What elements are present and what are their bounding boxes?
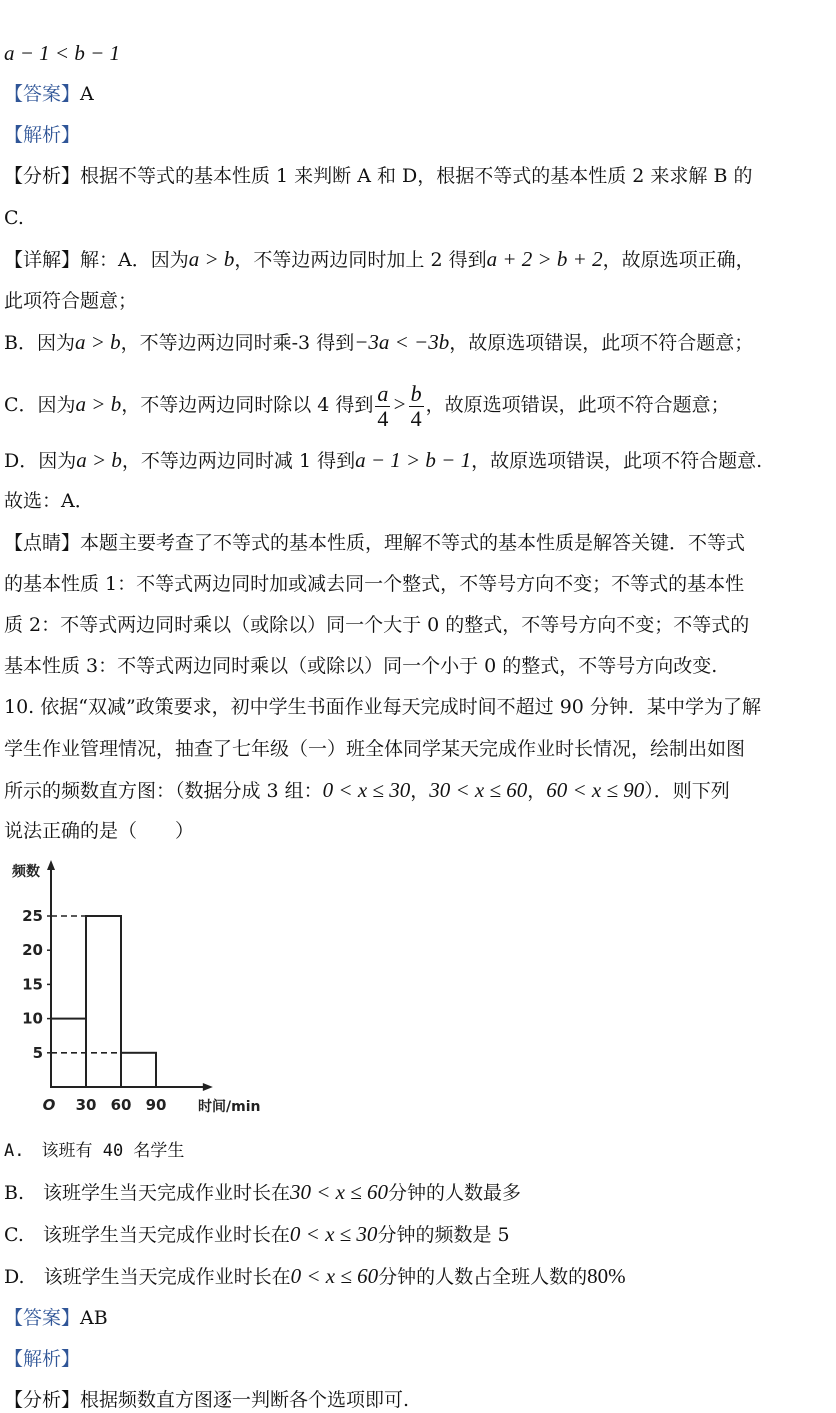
dianjing-3: 质 2：不等式两边同时乘以（或除以）同一个大于 0 的整式，不等号方向不变；不等式的 — [4, 614, 750, 636]
y-axis-arrow — [47, 860, 55, 870]
histogram-bar — [121, 1053, 156, 1087]
question-10-line-2: 学生作业管理情况，抽查了七年级（一）班全体同学某天完成作业时长情况，绘制出如图 — [4, 738, 746, 760]
detail-a-text-2: ，不等边两边同时加上 2 得到 — [234, 249, 487, 271]
fraction-numerator: a — [377, 380, 389, 406]
fraction-a-over-4 — [375, 382, 390, 431]
y-tick-label: 20 — [22, 941, 43, 960]
dianjing-label: 【点睛】 — [4, 532, 81, 554]
question-10-line-1: 10. 依据“双减”政策要求，初中学生书面作业每天完成时间不超过 90 分钟．某中学为了解 — [4, 696, 761, 718]
dianjing-text: 本题主要考查了不等式的基本性质，理解不等式的基本性质是解答关键．不等式 — [80, 532, 746, 554]
detail-d-math-2: a − 1 > b − 1 — [355, 448, 472, 472]
question-10-line-3 — [4, 777, 830, 804]
option-d-range: 0 < x ≤ 60 — [290, 1264, 379, 1288]
detail-c-text-1: C．因为 — [4, 394, 76, 416]
fenxi-text: 根据频数直方图逐一判断各个选项即可. — [80, 1389, 410, 1411]
q10-sep: ， — [410, 780, 430, 802]
greater-than-sign: > — [392, 392, 407, 416]
dianjing-1 — [4, 530, 830, 556]
prev-option-text: a − 1 < b − 1 — [4, 41, 121, 65]
x-tick-label: 30 — [75, 1096, 97, 1114]
detail-b-math-2: −3a < −3b — [354, 330, 450, 354]
dianjing-2: 的基本性质 1：不等式两边同时加或减去同一个整式，不等号方向不变；不等式的基本性 — [4, 573, 745, 595]
fraction-b-over-4 — [409, 382, 424, 431]
detail-b-text-3: ，故原选项错误，此项不符合题意； — [449, 332, 754, 354]
detail-b-text-2: ，不等边两边同时乘-3 得到 — [120, 332, 355, 354]
fenxi-label: 【分析】 — [4, 1389, 81, 1411]
option-c-text-2: 分钟的频数是 5 — [377, 1224, 510, 1246]
detail-a-math-1: a > b — [188, 247, 235, 271]
option-a-text: A. 该班有 40 名学生 — [4, 1141, 185, 1161]
answer-1 — [4, 81, 830, 107]
q10-text-b: ）．则下列 — [644, 780, 730, 802]
detail-b-text-1: B．因为 — [4, 332, 75, 354]
detail-b-math-1: a > b — [74, 330, 121, 354]
detail-b — [4, 329, 830, 356]
option-d[interactable] — [4, 1263, 830, 1290]
detail-a-cont: 此项符合题意； — [4, 290, 138, 312]
detail-a-text-1: 解：A．因为 — [80, 249, 189, 271]
detail-a-text-3: ，故原选项正确， — [602, 249, 755, 271]
option-d-text-2: 分钟的人数占全班人数的 — [378, 1266, 588, 1288]
detail-c-text-3: ，故原选项错误，此项不符合题意； — [425, 394, 730, 416]
detail-d-math-1: a > b — [76, 448, 122, 472]
detail-c — [4, 376, 830, 433]
x-tick-label: 90 — [145, 1096, 167, 1114]
option-c-range: 0 < x ≤ 30 — [289, 1222, 378, 1246]
q10-text-a: 所示的频数直方图：（数据分成 3 组： — [4, 780, 323, 802]
option-b-range: 30 < x ≤ 60 — [290, 1180, 389, 1204]
option-b[interactable] — [4, 1179, 830, 1206]
option-c[interactable] — [4, 1221, 830, 1248]
fenxi-1-cont: C. — [4, 207, 24, 229]
fraction-numerator: b — [410, 380, 422, 406]
fraction-denominator: 4 — [377, 405, 389, 431]
detail-d — [4, 447, 830, 474]
detail-d-text-2: ，不等边两边同时减 1 得到 — [121, 450, 356, 472]
y-axis-label: 频数 — [12, 864, 40, 880]
x-axis-label: 时间/min — [198, 1099, 261, 1115]
detail-d-text-1: D．因为 — [4, 450, 77, 472]
option-b-text-2: 分钟的人数最多 — [388, 1182, 522, 1204]
x-tick-label: 60 — [110, 1096, 132, 1114]
y-tick-label: 15 — [22, 975, 43, 994]
detail-a-math-2: a + 2 > b + 2 — [486, 247, 603, 271]
x-axis-arrow — [203, 1083, 213, 1091]
question-10-line-4: 说法正确的是（ ） — [4, 820, 195, 842]
fenxi-1 — [4, 163, 830, 189]
histogram-bar — [86, 916, 121, 1087]
q10-range-1: 0 < x ≤ 30 — [322, 778, 411, 802]
answer-value: A — [80, 83, 94, 105]
y-tick-label: 25 — [22, 907, 43, 925]
choose-answer: 故选：A． — [4, 490, 94, 512]
analysis-heading-2: 【解析】 — [4, 1348, 81, 1370]
option-a[interactable] — [4, 1137, 830, 1164]
option-d-text-1: D. 该班学生当天完成作业时长在 — [4, 1266, 291, 1288]
chart-marks — [22, 907, 166, 1114]
answer-2 — [4, 1305, 830, 1331]
detail-a — [4, 246, 830, 273]
fenxi-2 — [4, 1387, 830, 1413]
answer-label: 【答案】 — [4, 83, 81, 105]
analysis-heading-1: 【解析】 — [4, 124, 81, 146]
detail-d-text-3: ，故原选项错误，此项不符合题意. — [471, 450, 763, 472]
answer-label: 【答案】 — [4, 1307, 81, 1329]
fraction-denominator: 4 — [410, 405, 422, 431]
frequency-histogram — [6, 854, 276, 1119]
detail-c-math-1: a > b — [75, 392, 122, 416]
fenxi-text: 根据不等式的基本性质 1 来判断 A 和 D，根据不等式的基本性质 2 来求解 B 的 — [80, 165, 753, 187]
x-tick-label: O — [42, 1096, 56, 1114]
y-tick-label: 5 — [32, 1043, 43, 1062]
option-b-text-1: B. 该班学生当天完成作业时长在 — [4, 1182, 291, 1204]
detail-c-text-2: ，不等边两边同时除以 4 得到 — [121, 394, 374, 416]
answer-value: AB — [80, 1307, 108, 1329]
detail-label: 【详解】 — [4, 249, 81, 271]
q10-sep: ， — [527, 780, 547, 802]
option-d-percent: 80% — [587, 1264, 626, 1288]
option-c-text-1: C. 该班学生当天完成作业时长在 — [4, 1224, 290, 1246]
q10-range-3: 60 < x ≤ 90 — [546, 778, 645, 802]
q10-range-2: 30 < x ≤ 60 — [429, 778, 528, 802]
chart-axes — [12, 860, 260, 1115]
fenxi-label: 【分析】 — [4, 165, 81, 187]
y-tick-label: 10 — [22, 1009, 43, 1028]
dianjing-4: 基本性质 3：不等式两边同时乘以（或除以）同一个小于 0 的整式，不等号方向改变. — [4, 655, 718, 677]
